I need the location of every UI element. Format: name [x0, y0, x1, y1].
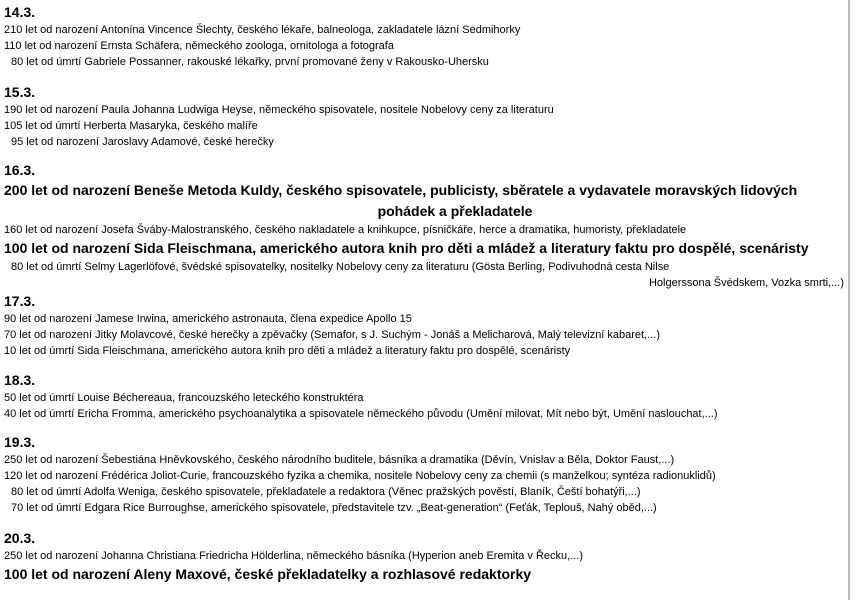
section-date: 15.3. [4, 84, 36, 100]
entry-line: 80 let od úmrtí Gabriele Possanner, rakouské lékařky, první promované ženy v Rakousko-Uhersku [11, 56, 489, 68]
section-date: 17.3. [4, 293, 36, 309]
entry-line: 90 let od narození Jamese Irwina, amerického astronauta, člena expedice Apollo 15 [4, 313, 412, 325]
section-17-3 [4, 293, 846, 359]
entry-line: 105 let od úmrtí Herberta Masaryka, českého malíře [4, 120, 258, 132]
section-19-3 [4, 434, 846, 516]
section-date: 19.3. [4, 434, 36, 450]
section-date: 14.3. [4, 4, 36, 20]
entry-line: 250 let od narození Johanna Christiana Friedricha Hölderlina, německého básníka (Hyperion aneb Eremita v Řecku,...) [4, 550, 584, 562]
section-16-3 [4, 162, 846, 291]
section-18-3 [4, 372, 846, 422]
entry-line: 70 let od úmrtí Edgara Rice Burroughse, amerického spisovatele, představitele tzv. „Beat-generation“ (Feťák, Teplouš, Nahý oběd,...) [11, 502, 657, 514]
entry-line: 95 let od narození Jaroslavy Adamové, české herečky [11, 136, 274, 148]
section-date: 16.3. [4, 162, 36, 178]
entry-line: 190 let od narození Paula Johanna Ludwiga Heyse, německého spisovatele, nositele Nobelovy ceny za literaturu [4, 104, 554, 116]
section-date: 18.3. [4, 372, 36, 388]
entry-line: 50 let od úmrtí Louise Béchereaua, francouzského leteckého konstruktéra [4, 392, 364, 404]
entry-line: 120 let od narození Frédérica Joliot-Curie, francouzského fyzika a chemika, nositele Nobelovy ceny za chemii (s manželkou; syntéza radionuklidů) [4, 470, 716, 482]
section-14-3 [4, 4, 846, 70]
entry-line: 10 let od úmrtí Sida Fleischmana, amerického autora knih pro děti a mládež a literatury faktu pro dospělé, scenáristy [4, 345, 571, 357]
section-20-3 [4, 530, 846, 585]
entry-line: 210 let od narození Antonína Vincence Šlechty, českého lékaře, balneologa, zakladatele lázní Sedmihorky [4, 24, 521, 36]
page-border-line [848, 0, 850, 600]
entry-line: 250 let od narození Šebestiána Hněvkovského, českého národního buditele, básníka a dramatika (Děvín, Vnislav a Běla, Doktor Faust,...) [4, 454, 675, 466]
entry-line: 80 let od úmrtí Adolfa Weniga, českého spisovatele, překladatele a redaktora (Věnec pražských pověstí, Blaník, Čeští bohatýři,...) [11, 486, 641, 498]
section-date: 20.3. [4, 530, 36, 546]
entry-line: 80 let od úmrtí Selmy Lagerlöfové, švédské spisovatelky, nositelky Nobelovy ceny za literaturu (Gösta Berling, Podivuhodná cesta Nilse [11, 261, 670, 273]
entry-line: 70 let od narození Jitky Molavcové, české herečky a zpěvačky (Semafor, s J. Suchým - Jonáš a Melicharová, Malý televizní kabaret,...) [4, 329, 660, 341]
entry-line: 100 let od narození Aleny Maxové, české překladatelky a rozhlasové redaktorky [4, 566, 532, 582]
entry-line: 110 let od narození Ernsta Schäfera, německého zoologa, ornitologa a fotografa [4, 40, 394, 52]
entry-line: 200 let od narození Beneše Metoda Kuldy, českého spisovatele, publicisty, sběratele a vydavatele moravských lidových [4, 182, 798, 198]
entry-line-continued: pohádek a překladatele [377, 203, 533, 219]
entry-line: 100 let od narození Sida Fleischmana, amerického autora knih pro děti a mládež a literatury faktu pro dospělé, scenáristy [4, 240, 809, 256]
entry-line: 40 let od úmrtí Ericha Fromma, amerického psychoanalytika a spisovatele německého původu (Umění milovat, Mít nebo být, Umění naslouchat,...) [4, 408, 718, 420]
entry-line: 160 let od narození Josefa Šváby-Malostranského, českého nakladatele a knihkupce, písničkáře, herce a dramatika, humoristy, překladatele [4, 224, 687, 236]
section-15-3 [4, 84, 846, 150]
entry-line-continued: Holgerssona Švédskem, Vozka smrti,...) [648, 277, 844, 289]
